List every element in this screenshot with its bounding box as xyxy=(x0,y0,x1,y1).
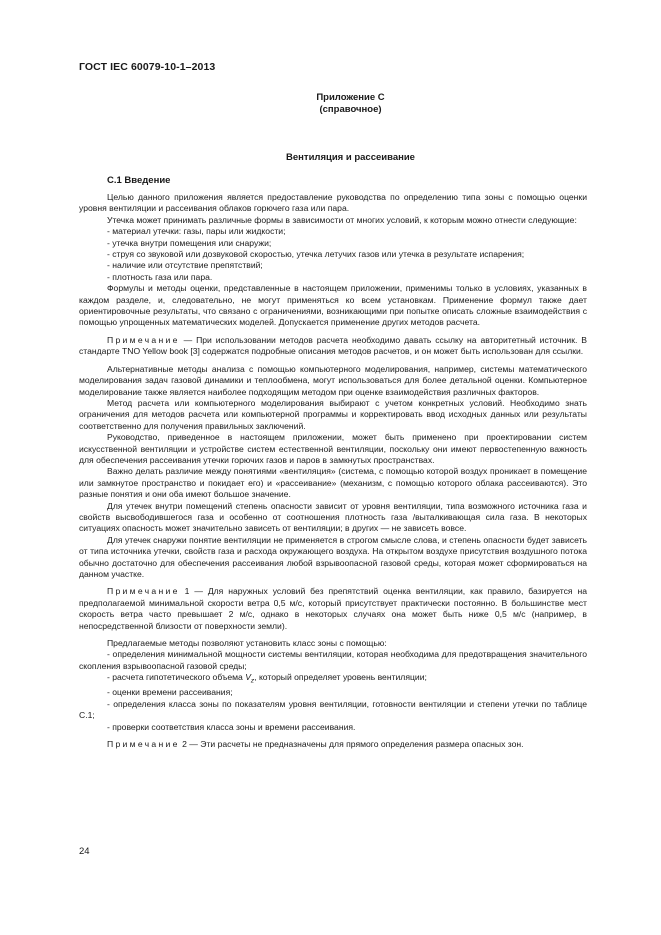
list-item: - плотность газа или пара. xyxy=(107,271,213,282)
body-text xyxy=(79,192,587,750)
list-item-text: , который определяет уровень вентиляции; xyxy=(254,672,427,683)
note-text: — Для наружных условий без препятствий оценка вентиляции, как правило, базируется на предполагаемой минимальной скорости ветра 0,5 м/с, который присутствует практически постоянно. В большинстве мест скорость ветра часто превышает 2 м/с, однако в некоторых случаях она может быть ниже 0,5 м/с (например, в непосредственной близости от поверхности земли). xyxy=(79,586,587,631)
paragraph: Важно делать различие между понятиями «вентиляция» (система, с помощью которой воздух проникает в помещение или замкнутое пространство и покидает его) и «рассеивание» (механизм, с помощью которого облака рассеиваются). Это разные понятия и они оба имеют большое значение. xyxy=(79,466,587,500)
note-number: 1 xyxy=(179,586,190,597)
variable-subscript: z xyxy=(250,677,255,685)
paragraph: Для утечек внутри помещений степень опасности зависит от уровня вентиляции, типа возможного источника газа и свойств высвободившегося газа и особенно от соотношения плотность газа /выталкивающая сила газа. В некоторых ситуациях опасность может значительно зависеть от вентиляции; в других — не зависеть вовсе. xyxy=(79,500,587,534)
list-item: - материал утечки: газы, пары или жидкости; xyxy=(107,226,286,237)
list-item: - проверки соответствия класса зоны и времени рассеивания. xyxy=(107,721,356,732)
paragraph: Утечка может принимать различные формы в зависимости от многих условий, к которым можно отнести следующие: xyxy=(107,214,577,225)
list-item-text: - расчета гипотетического объема xyxy=(107,672,246,683)
standard-header: ГОСТ IEC 60079-10-1–2013 xyxy=(79,61,216,73)
paragraph: Метод расчета или компьютерного моделирования выбирают с учетом конкретных условий. Необходимо знать ограничения для методов расчета или компьютерной программы и корректировать ввод исходных данных или результаты соответственно для получения правильных заключений. xyxy=(79,397,587,431)
note-label: Примечание xyxy=(107,739,180,749)
section-title: Вентиляция и рассеивание xyxy=(286,152,415,163)
paragraph: Предлагаемые методы позволяют установить класс зоны с помощью: xyxy=(107,638,387,649)
list-item: - утечка внутри помещения или снаружи; xyxy=(107,237,272,248)
appendix-title: Приложение С xyxy=(316,92,385,103)
list-item: - оценки времени рассеивания; xyxy=(107,687,233,698)
paragraph: Формулы и методы оценки, представленные в настоящем приложении, применимы только в условиях, указанных в каждом разделе, и, следовательно, не могут применяться ко всем установкам. Применение формул также дает ориентировочные результаты, что связано с ограничениями, возникающими при попытке описать сложные взаимодействия с помощью упрощенных математических моделей. Допускается применение других методов расчета. xyxy=(79,283,587,328)
list-item: - наличие или отсутствие препятствий; xyxy=(107,260,263,271)
list-item: - струя со звуковой или дозвуковой скоростью, утечка летучих газов или утечка в результате испарения; xyxy=(107,249,525,260)
appendix-kind: (справочное) xyxy=(319,104,382,115)
list-item xyxy=(79,672,587,687)
paragraph: Альтернативные методы анализа с помощью компьютерного моделирования, например, системы математического моделирования задач газовой динамики и теплообмена, могут использоваться для более детальной оценки. Компьютерное моделирование также является наиболее подходящим методом при оценке взаимодействия различных факторов. xyxy=(79,363,587,397)
note-1 xyxy=(79,335,587,358)
variable-v: V xyxy=(245,672,251,683)
paragraph: Целью данного приложения является предоставление руководства по определению типа зоны с помощью оценки уровня вентиляции и рассеивания облаков горючего газа или пара. xyxy=(79,192,587,214)
paragraph: Для утечек снаружи понятие вентиляции не применяется в строгом смысле слова, и степень опасности будет зависеть от типа источника утечки, свойств газа и расхода окружающего воздуха. На открытом воздухе присутствия воздушного потока обычно достаточно для обеспечения рассеивания любой взрывоопасной газовой среды, которая может сформироваться на данном участке. xyxy=(79,534,587,579)
note-text: — При использовании методов расчета необходимо давать ссылку на авторитетный источник. В стандарте TNO Yellow book [3] содержатся подробные описания методов расчетов, и он может быть использован для ссылки. xyxy=(79,334,587,357)
subsection-title: С.1 Введение xyxy=(107,175,171,186)
note-label: Примечание xyxy=(107,334,180,345)
note-number: 2 xyxy=(179,739,187,749)
list-item: - определения класса зоны по показателям уровня вентиляции, готовности вентиляции и степени утечки по таблице С.1; xyxy=(79,698,587,721)
note-text: — Эти расчеты не предназначены для прямого определения размера опасных зон. xyxy=(186,739,524,749)
page-number: 24 xyxy=(79,846,90,857)
note-2 xyxy=(79,586,587,632)
list-item: - определения минимальной мощности системы вентиляции, которая необходима для предотвращения значительного скопления взрывоопасной газовой среды; xyxy=(79,649,587,671)
note-label: Примечание xyxy=(107,586,180,597)
note-3 xyxy=(79,739,587,750)
paragraph: Руководство, приведенное в настоящем приложении, может быть применено при проектировании систем искусственной вентиляции и устройстве систем естественной вентиляции, поскольку они имеют первостепенную важность для обеспечения рассеивания утечки горючих газов и паров в замкнутых пространствах. xyxy=(79,432,587,465)
